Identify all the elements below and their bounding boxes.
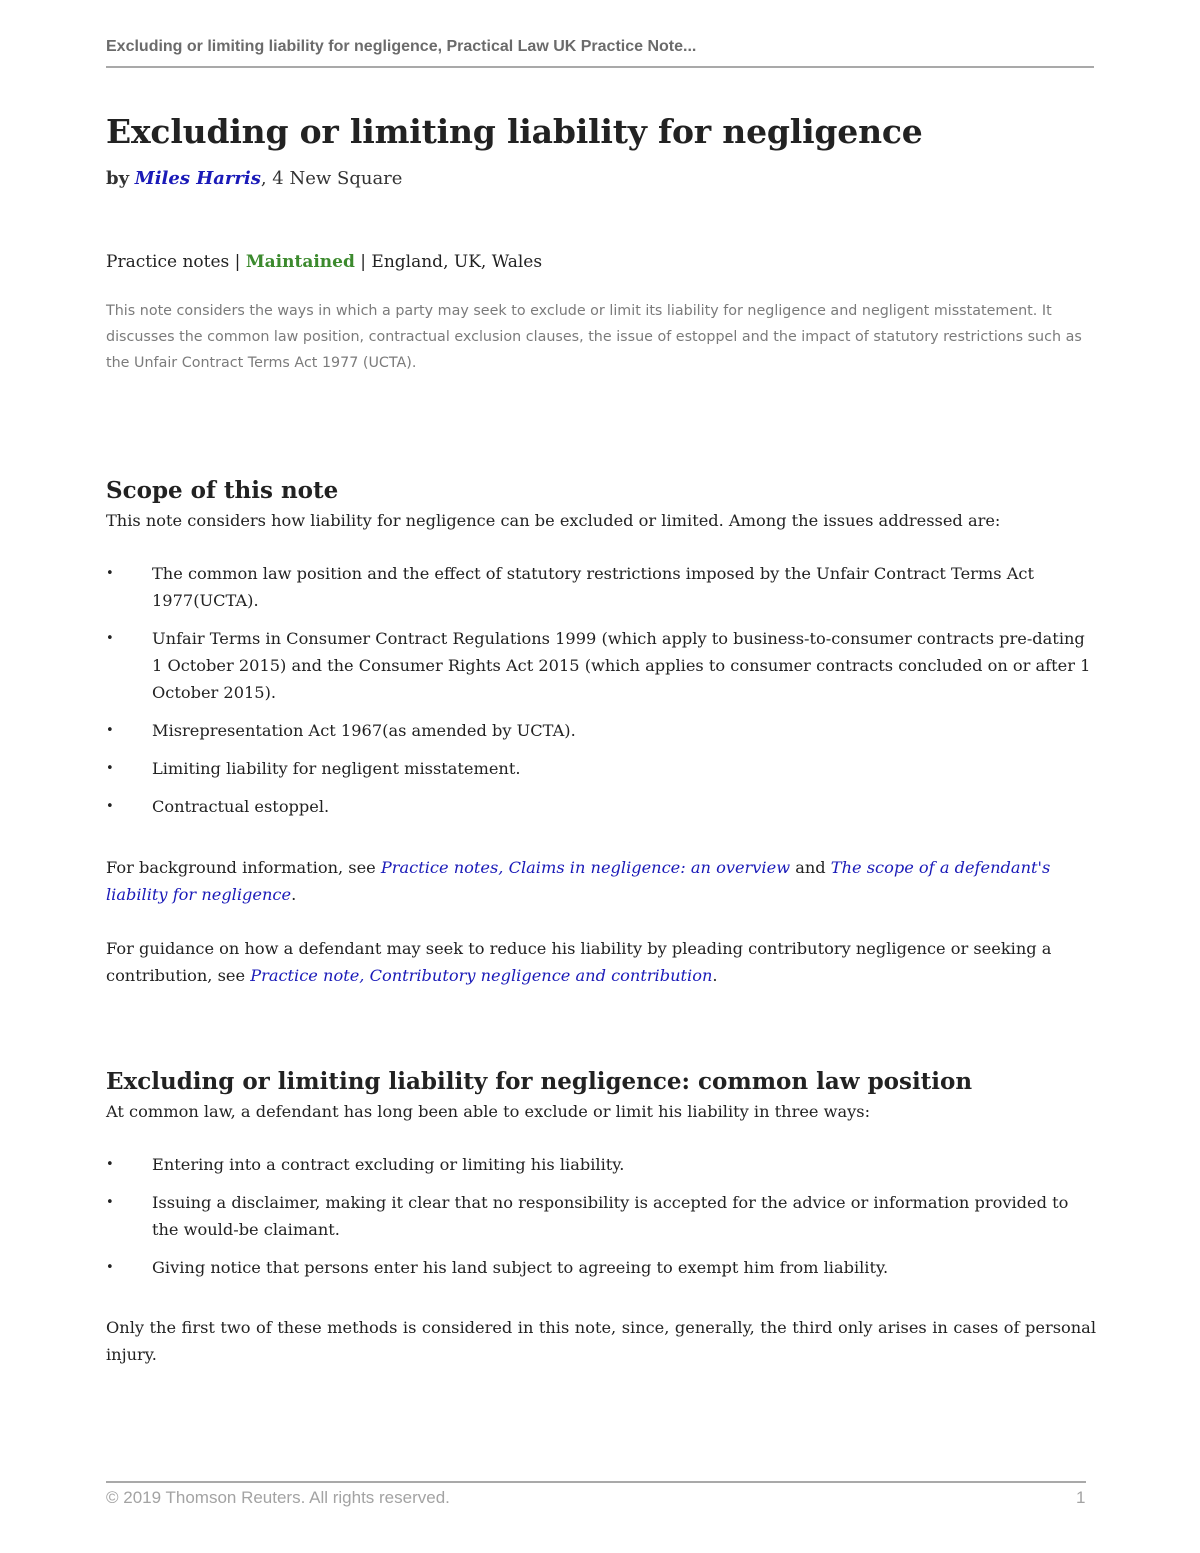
copyright-notice: © 2019 Thomson Reuters. All rights reserved.	[106, 1488, 450, 1507]
common-law-conclusion: Only the first two of these methods is considered in this note, since, generally, the third only arises in cases of personal injury.	[106, 1318, 1096, 1364]
list-item: • The common law position and the effect of statutory restrictions imposed by the Unfair Contract Terms Act 1977(UCTA).	[106, 560, 1096, 614]
author-affiliation: , 4 New Square	[260, 168, 403, 189]
document-meta	[106, 252, 542, 272]
background-suffix: .	[291, 885, 297, 904]
link-contributory-negligence[interactable]: Practice note, Contributory negligence and contribution	[250, 966, 713, 985]
header-divider	[106, 66, 1094, 68]
jurisdiction: England, UK, Wales	[371, 252, 543, 272]
list-item: • Limiting liability for negligent misstatement.	[106, 755, 1096, 782]
background-prefix: For background information, see	[106, 858, 381, 877]
background-paragraph	[106, 854, 1096, 908]
list-item: • Entering into a contract excluding or limiting his liability.	[106, 1151, 1096, 1178]
scope-intro: This note considers how liability for negligence can be excluded or limited. Among the issues addressed are:	[106, 511, 1001, 530]
abstract: This note considers the ways in which a party may seek to exclude or limit its liability for negligence and negligent misstatement. It discusses the common law position, contractual exclusion clauses, the issue of estoppel and the impact of statutory restrictions such as the Unfair Contract Terms Act 1977 (UCTA).	[106, 303, 1082, 371]
guidance-prefix: For guidance on how a defendant may seek to reduce his liability by pleading contributory negligence or seeking a contribution, see	[106, 939, 1052, 985]
list-item: • Issuing a disclaimer, making it clear that no responsibility is accepted for the advice or information provided to the would-be claimant.	[106, 1189, 1096, 1243]
link-claims-in-negligence[interactable]: Practice notes, Claims in negligence: an overview	[380, 858, 791, 877]
document-title: Excluding or limiting liability for negligence	[106, 112, 923, 151]
common-law-intro: At common law, a defendant has long been able to exclude or limit his liability in three ways:	[106, 1102, 871, 1121]
list-item: • Unfair Terms in Consumer Contract Regulations 1999 (which apply to business-to-consumer contracts pre-dating 1 October 2015) and the Consumer Rights Act 2015 (which applies to consumer contracts concluded on or after 1 October 2015).	[106, 625, 1096, 706]
guidance-paragraph	[106, 935, 1096, 989]
byline	[106, 168, 402, 189]
section-heading-common-law: Excluding or limiting liability for negligence: common law position	[106, 1068, 973, 1095]
resource-type: Practice notes	[106, 252, 230, 272]
status-maintained: Maintained	[245, 252, 355, 272]
scope-bullet-list	[106, 560, 1096, 831]
guidance-suffix: .	[712, 966, 718, 985]
author-link[interactable]: Miles Harris	[134, 168, 261, 189]
section-heading-scope: Scope of this note	[106, 477, 339, 504]
running-header: Excluding or limiting liability for negligence, Practical Law UK Practice Note...	[106, 38, 697, 55]
list-item: • Misrepresentation Act 1967(as amended by UCTA).	[106, 717, 1096, 744]
meta-separator: |	[354, 252, 372, 272]
list-item: • Contractual estoppel.	[106, 793, 1096, 820]
meta-separator: |	[229, 252, 246, 272]
byline-prefix: by	[106, 168, 130, 189]
background-middle: and	[790, 858, 831, 877]
page-number: 1	[1076, 1488, 1086, 1507]
common-law-bullet-list	[106, 1151, 1096, 1292]
link-scope-of-liability[interactable]: The scope of a defendant's liability for negligence	[106, 858, 1051, 904]
footer-divider	[106, 1481, 1086, 1483]
list-item: • Giving notice that persons enter his land subject to agreeing to exempt him from liability.	[106, 1254, 1096, 1281]
